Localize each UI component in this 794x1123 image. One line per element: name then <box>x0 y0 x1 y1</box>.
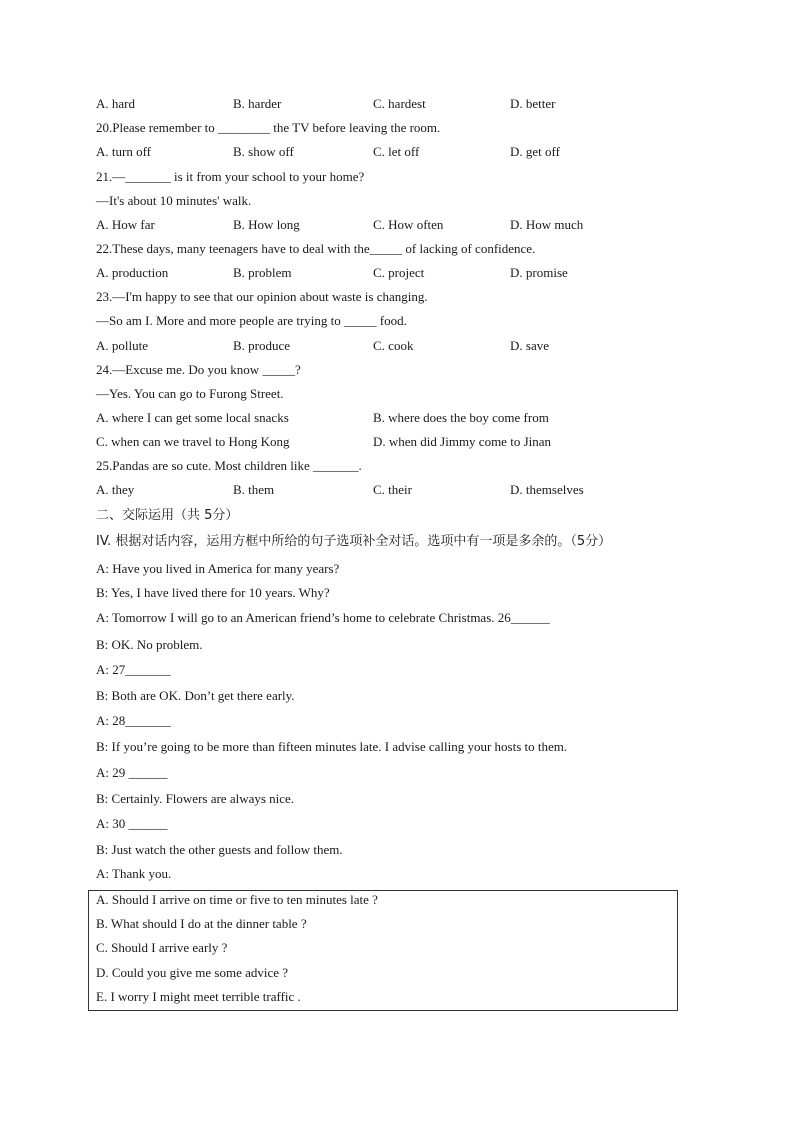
q22-option-a: A. production <box>96 265 169 280</box>
dialogue-line: B: Just watch the other guests and follow them. <box>96 842 343 857</box>
q21-stem: 21.—_______ is it from your school to your home? <box>96 169 365 184</box>
q22-option-d: D. promise <box>510 265 568 280</box>
q20-stem: 20.Please remember to ________ the TV before leaving the room. <box>96 120 441 135</box>
q23-option-c: C. cook <box>373 338 414 353</box>
box-option-d: D. Could you give me some advice ? <box>96 965 289 980</box>
dialogue-line: A: 28_______ <box>96 713 171 728</box>
box-option-b: B. What should I do at the dinner table ? <box>96 916 307 931</box>
q24-option-d: D. when did Jimmy come to Jinan <box>373 434 552 449</box>
q19-option-b: B. harder <box>233 96 282 111</box>
dialogue-line: A: Thank you. <box>96 866 172 881</box>
q25-option-b: B. them <box>233 482 275 497</box>
dialogue-line: B: OK. No problem. <box>96 637 203 652</box>
q25-option-c: C. their <box>373 482 412 497</box>
q21-option-d: D. How much <box>510 217 584 232</box>
q24-option-a: A. where I can get some local snacks <box>96 410 289 425</box>
q24-stem: 24.—Excuse me. Do you know _____? <box>96 362 301 377</box>
section-instruction: IV. 根据对话内容，运用方框中所给的句子选项补全对话。选项中有一项是多余的。（5分） <box>96 534 612 549</box>
q22-stem: 22.These days, many teenagers have to deal with the_____ of lacking of confidence. <box>96 241 536 256</box>
q23-stem: 23.—I'm happy to see that our opinion about waste is changing. <box>96 289 428 304</box>
q23-reply: —So am I. More and more people are trying to _____ food. <box>96 313 407 328</box>
q22-option-c: C. project <box>373 265 425 280</box>
dialogue-line: A: 27_______ <box>96 662 171 677</box>
q25-stem: 25.Pandas are so cute. Most children like _______. <box>96 458 362 473</box>
dialogue-line: B: Both are OK. Don’t get there early. <box>96 688 295 703</box>
dialogue-line: B: If you’re going to be more than fifteen minutes late. I advise calling your hosts to them. <box>96 739 568 754</box>
section-title: 二、交际运用（共 5分） <box>96 508 239 523</box>
dialogue-line: B: Yes, I have lived there for 10 years. Why? <box>96 585 330 600</box>
q23-option-a: A. pollute <box>96 338 148 353</box>
q23-option-b: B. produce <box>233 338 291 353</box>
q25-option-a: A. they <box>96 482 135 497</box>
dialogue-line: A: 29 ______ <box>96 765 168 780</box>
dialogue-line: A: 30 ______ <box>96 816 168 831</box>
q21-option-c: C. How often <box>373 217 444 232</box>
q19-option-d: D. better <box>510 96 556 111</box>
q20-option-c: C. let off <box>373 144 420 159</box>
box-option-c: C. Should I arrive early ? <box>96 940 228 955</box>
dialogue-line: A: Have you lived in America for many years? <box>96 561 340 576</box>
q19-option-a: A. hard <box>96 96 135 111</box>
q21-reply: —It's about 10 minutes' walk. <box>96 193 252 208</box>
q21-option-b: B. How long <box>233 217 300 232</box>
box-option-a: A. Should I arrive on time or five to ten minutes late ? <box>96 892 378 907</box>
dialogue-line: B: Certainly. Flowers are always nice. <box>96 791 295 806</box>
q22-option-b: B. problem <box>233 265 292 280</box>
q21-option-a: A. How far <box>96 217 155 232</box>
q25-option-d: D. themselves <box>510 482 584 497</box>
options-box <box>88 890 678 1011</box>
q24-option-b: B. where does the boy come from <box>373 410 549 425</box>
q24-reply: —Yes. You can go to Furong Street. <box>96 386 284 401</box>
box-option-e: E. I worry I might meet terrible traffic . <box>96 989 301 1004</box>
q24-option-c: C. when can we travel to Hong Kong <box>96 434 290 449</box>
q20-option-d: D. get off <box>510 144 560 159</box>
q20-option-a: A. turn off <box>96 144 152 159</box>
dialogue-line: A: Tomorrow I will go to an American friend’s home to celebrate Christmas. 26______ <box>96 610 550 625</box>
q23-option-d: D. save <box>510 338 549 353</box>
q19-option-c: C. hardest <box>373 96 426 111</box>
q20-option-b: B. show off <box>233 144 294 159</box>
